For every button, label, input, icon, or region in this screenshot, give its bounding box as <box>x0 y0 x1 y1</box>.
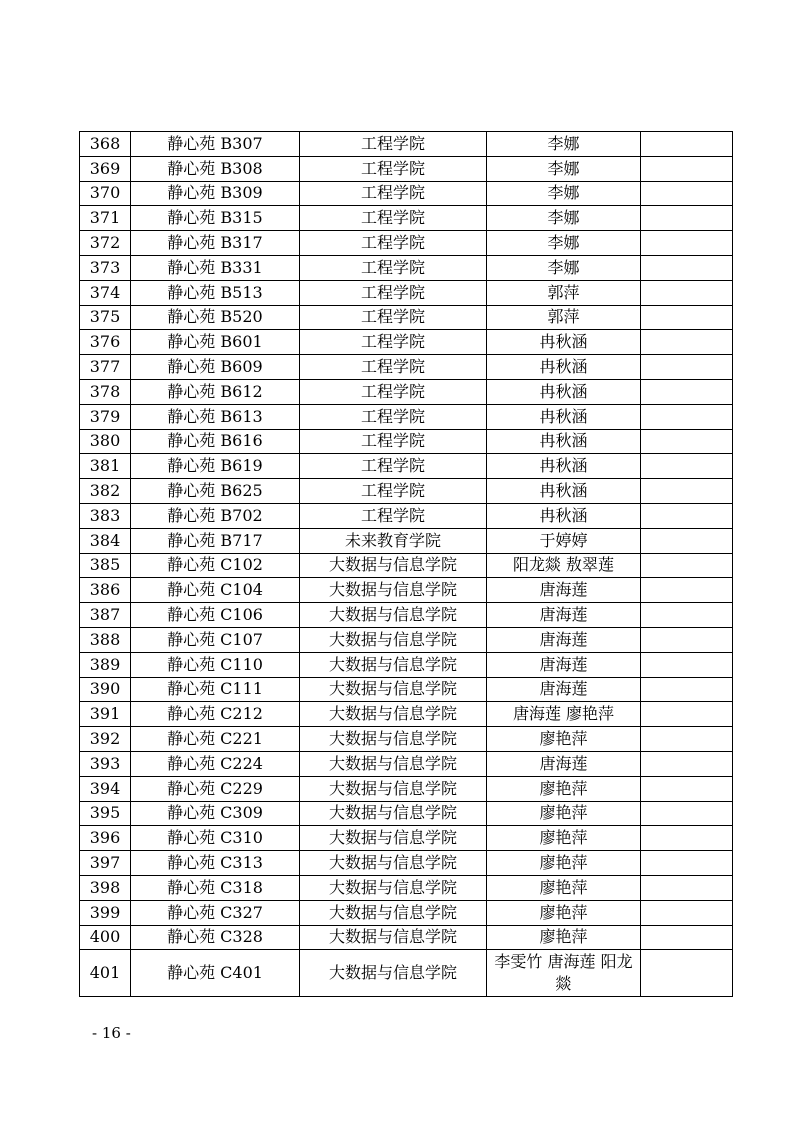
cell-counselor: 廖艳萍 <box>487 925 641 950</box>
cell-college: 工程学院 <box>300 156 487 181</box>
table-body <box>80 132 733 997</box>
cell-counselor: 冉秋涵 <box>487 454 641 479</box>
cell-room: 静心苑 C107 <box>131 627 300 652</box>
cell-counselor: 唐海莲 <box>487 677 641 702</box>
cell-number: 398 <box>80 875 131 900</box>
cell-remarks <box>641 429 733 454</box>
cell-number: 379 <box>80 404 131 429</box>
cell-remarks <box>641 652 733 677</box>
cell-college: 未来教育学院 <box>300 528 487 553</box>
cell-counselor: 李娜 <box>487 206 641 231</box>
table-row <box>80 826 733 851</box>
table-row <box>80 528 733 553</box>
table-row <box>80 181 733 206</box>
cell-remarks <box>641 255 733 280</box>
cell-college: 工程学院 <box>300 206 487 231</box>
cell-counselor: 冉秋涵 <box>487 379 641 404</box>
cell-college: 大数据与信息学院 <box>300 627 487 652</box>
cell-college: 大数据与信息学院 <box>300 900 487 925</box>
cell-counselor: 唐海莲 <box>487 751 641 776</box>
cell-remarks <box>641 330 733 355</box>
cell-number: 368 <box>80 132 131 157</box>
cell-remarks <box>641 776 733 801</box>
cell-college: 工程学院 <box>300 355 487 380</box>
cell-number: 401 <box>80 950 131 997</box>
cell-counselor: 冉秋涵 <box>487 479 641 504</box>
table-row <box>80 727 733 752</box>
cell-college: 大数据与信息学院 <box>300 826 487 851</box>
cell-number: 396 <box>80 826 131 851</box>
cell-counselor: 唐海莲 <box>487 627 641 652</box>
table-row <box>80 355 733 380</box>
cell-room: 静心苑 C229 <box>131 776 300 801</box>
cell-counselor: 李雯竹 唐海莲 阳龙燚 <box>487 950 641 997</box>
cell-remarks <box>641 181 733 206</box>
table-row <box>80 652 733 677</box>
cell-room: 静心苑 B613 <box>131 404 300 429</box>
cell-remarks <box>641 826 733 851</box>
table-row <box>80 379 733 404</box>
table-row <box>80 702 733 727</box>
cell-remarks <box>641 925 733 950</box>
cell-number: 373 <box>80 255 131 280</box>
cell-counselor: 唐海莲 廖艳萍 <box>487 702 641 727</box>
cell-remarks <box>641 851 733 876</box>
dormitory-table <box>79 131 733 997</box>
cell-college: 工程学院 <box>300 305 487 330</box>
cell-counselor: 廖艳萍 <box>487 727 641 752</box>
cell-counselor: 唐海莲 <box>487 603 641 628</box>
cell-remarks <box>641 900 733 925</box>
cell-number: 372 <box>80 231 131 256</box>
cell-room: 静心苑 B307 <box>131 132 300 157</box>
cell-remarks <box>641 404 733 429</box>
cell-room: 静心苑 B309 <box>131 181 300 206</box>
cell-room: 静心苑 B612 <box>131 379 300 404</box>
cell-room: 静心苑 B601 <box>131 330 300 355</box>
cell-number: 385 <box>80 553 131 578</box>
cell-number: 384 <box>80 528 131 553</box>
cell-college: 大数据与信息学院 <box>300 925 487 950</box>
table-row <box>80 280 733 305</box>
table-row <box>80 132 733 157</box>
table-row <box>80 875 733 900</box>
cell-remarks <box>641 627 733 652</box>
cell-number: 386 <box>80 578 131 603</box>
cell-college: 工程学院 <box>300 503 487 528</box>
cell-number: 375 <box>80 305 131 330</box>
cell-room: 静心苑 B520 <box>131 305 300 330</box>
cell-counselor: 唐海莲 <box>487 652 641 677</box>
cell-room: 静心苑 C224 <box>131 751 300 776</box>
table-row <box>80 851 733 876</box>
cell-counselor: 廖艳萍 <box>487 801 641 826</box>
cell-college: 工程学院 <box>300 454 487 479</box>
cell-number: 376 <box>80 330 131 355</box>
cell-room: 静心苑 C309 <box>131 801 300 826</box>
cell-counselor: 冉秋涵 <box>487 355 641 380</box>
cell-college: 工程学院 <box>300 429 487 454</box>
cell-room: 静心苑 C212 <box>131 702 300 727</box>
cell-counselor: 郭萍 <box>487 305 641 330</box>
table-row <box>80 553 733 578</box>
cell-number: 400 <box>80 925 131 950</box>
cell-room: 静心苑 C401 <box>131 950 300 997</box>
cell-room: 静心苑 C318 <box>131 875 300 900</box>
cell-counselor: 廖艳萍 <box>487 776 641 801</box>
cell-remarks <box>641 950 733 997</box>
cell-college: 大数据与信息学院 <box>300 950 487 997</box>
cell-remarks <box>641 454 733 479</box>
cell-number: 394 <box>80 776 131 801</box>
cell-remarks <box>641 578 733 603</box>
cell-number: 397 <box>80 851 131 876</box>
cell-college: 大数据与信息学院 <box>300 727 487 752</box>
cell-remarks <box>641 702 733 727</box>
cell-counselor: 李娜 <box>487 181 641 206</box>
cell-counselor: 李娜 <box>487 255 641 280</box>
cell-college: 大数据与信息学院 <box>300 751 487 776</box>
cell-counselor: 唐海莲 <box>487 578 641 603</box>
cell-counselor: 廖艳萍 <box>487 826 641 851</box>
cell-number: 390 <box>80 677 131 702</box>
table-row <box>80 156 733 181</box>
cell-number: 374 <box>80 280 131 305</box>
cell-remarks <box>641 553 733 578</box>
cell-number: 378 <box>80 379 131 404</box>
cell-college: 大数据与信息学院 <box>300 776 487 801</box>
cell-counselor: 冉秋涵 <box>487 330 641 355</box>
cell-number: 399 <box>80 900 131 925</box>
table-row <box>80 454 733 479</box>
cell-number: 388 <box>80 627 131 652</box>
cell-counselor: 廖艳萍 <box>487 900 641 925</box>
cell-room: 静心苑 B625 <box>131 479 300 504</box>
table-row <box>80 479 733 504</box>
page-number: - 16 - <box>92 1024 131 1042</box>
cell-college: 大数据与信息学院 <box>300 851 487 876</box>
table-row <box>80 776 733 801</box>
cell-number: 393 <box>80 751 131 776</box>
cell-counselor: 冉秋涵 <box>487 503 641 528</box>
cell-counselor: 李娜 <box>487 231 641 256</box>
cell-college: 工程学院 <box>300 379 487 404</box>
cell-college: 大数据与信息学院 <box>300 652 487 677</box>
cell-room: 静心苑 B317 <box>131 231 300 256</box>
table-row <box>80 429 733 454</box>
cell-college: 工程学院 <box>300 132 487 157</box>
cell-room: 静心苑 B616 <box>131 429 300 454</box>
cell-room: 静心苑 C327 <box>131 900 300 925</box>
cell-number: 392 <box>80 727 131 752</box>
cell-number: 389 <box>80 652 131 677</box>
cell-number: 370 <box>80 181 131 206</box>
cell-college: 大数据与信息学院 <box>300 553 487 578</box>
table-row <box>80 603 733 628</box>
cell-number: 380 <box>80 429 131 454</box>
cell-number: 395 <box>80 801 131 826</box>
cell-room: 静心苑 B717 <box>131 528 300 553</box>
cell-room: 静心苑 B702 <box>131 503 300 528</box>
cell-remarks <box>641 875 733 900</box>
cell-remarks <box>641 156 733 181</box>
cell-room: 静心苑 C328 <box>131 925 300 950</box>
table-row <box>80 578 733 603</box>
cell-number: 369 <box>80 156 131 181</box>
cell-remarks <box>641 751 733 776</box>
table-row <box>80 305 733 330</box>
cell-number: 381 <box>80 454 131 479</box>
cell-remarks <box>641 355 733 380</box>
cell-room: 静心苑 C104 <box>131 578 300 603</box>
table-row <box>80 330 733 355</box>
cell-room: 静心苑 B619 <box>131 454 300 479</box>
cell-remarks <box>641 132 733 157</box>
cell-remarks <box>641 727 733 752</box>
cell-college: 工程学院 <box>300 404 487 429</box>
cell-remarks <box>641 305 733 330</box>
cell-number: 383 <box>80 503 131 528</box>
cell-remarks <box>641 801 733 826</box>
cell-counselor: 廖艳萍 <box>487 875 641 900</box>
table-row <box>80 404 733 429</box>
cell-college: 工程学院 <box>300 231 487 256</box>
table-row <box>80 801 733 826</box>
cell-room: 静心苑 C111 <box>131 677 300 702</box>
table-row <box>80 627 733 652</box>
cell-remarks <box>641 677 733 702</box>
cell-room: 静心苑 B331 <box>131 255 300 280</box>
cell-college: 大数据与信息学院 <box>300 603 487 628</box>
table-row <box>80 503 733 528</box>
cell-college: 大数据与信息学院 <box>300 801 487 826</box>
cell-room: 静心苑 C221 <box>131 727 300 752</box>
cell-room: 静心苑 B513 <box>131 280 300 305</box>
cell-room: 静心苑 C110 <box>131 652 300 677</box>
cell-remarks <box>641 280 733 305</box>
cell-counselor: 廖艳萍 <box>487 851 641 876</box>
table-row <box>80 255 733 280</box>
cell-college: 工程学院 <box>300 255 487 280</box>
cell-room: 静心苑 B315 <box>131 206 300 231</box>
cell-remarks <box>641 206 733 231</box>
table-row <box>80 677 733 702</box>
cell-room: 静心苑 C313 <box>131 851 300 876</box>
cell-college: 大数据与信息学院 <box>300 875 487 900</box>
cell-counselor: 于婷婷 <box>487 528 641 553</box>
cell-remarks <box>641 379 733 404</box>
cell-counselor: 冉秋涵 <box>487 404 641 429</box>
cell-counselor: 阳龙燚 敖翠莲 <box>487 553 641 578</box>
cell-room: 静心苑 B308 <box>131 156 300 181</box>
cell-college: 工程学院 <box>300 280 487 305</box>
cell-college: 大数据与信息学院 <box>300 677 487 702</box>
cell-counselor: 李娜 <box>487 156 641 181</box>
cell-number: 377 <box>80 355 131 380</box>
table-row <box>80 751 733 776</box>
cell-remarks <box>641 479 733 504</box>
table-row <box>80 925 733 950</box>
cell-counselor: 冉秋涵 <box>487 429 641 454</box>
cell-remarks <box>641 603 733 628</box>
cell-room: 静心苑 B609 <box>131 355 300 380</box>
cell-remarks <box>641 503 733 528</box>
cell-room: 静心苑 C106 <box>131 603 300 628</box>
cell-number: 387 <box>80 603 131 628</box>
cell-counselor: 李娜 <box>487 132 641 157</box>
cell-college: 大数据与信息学院 <box>300 578 487 603</box>
table-row <box>80 900 733 925</box>
cell-room: 静心苑 C310 <box>131 826 300 851</box>
cell-room: 静心苑 C102 <box>131 553 300 578</box>
cell-remarks <box>641 231 733 256</box>
table-row <box>80 950 733 997</box>
cell-number: 382 <box>80 479 131 504</box>
cell-college: 工程学院 <box>300 330 487 355</box>
cell-counselor: 郭萍 <box>487 280 641 305</box>
table-row <box>80 206 733 231</box>
cell-college: 大数据与信息学院 <box>300 702 487 727</box>
cell-remarks <box>641 528 733 553</box>
cell-number: 371 <box>80 206 131 231</box>
cell-college: 工程学院 <box>300 479 487 504</box>
table-row <box>80 231 733 256</box>
cell-number: 391 <box>80 702 131 727</box>
cell-college: 工程学院 <box>300 181 487 206</box>
